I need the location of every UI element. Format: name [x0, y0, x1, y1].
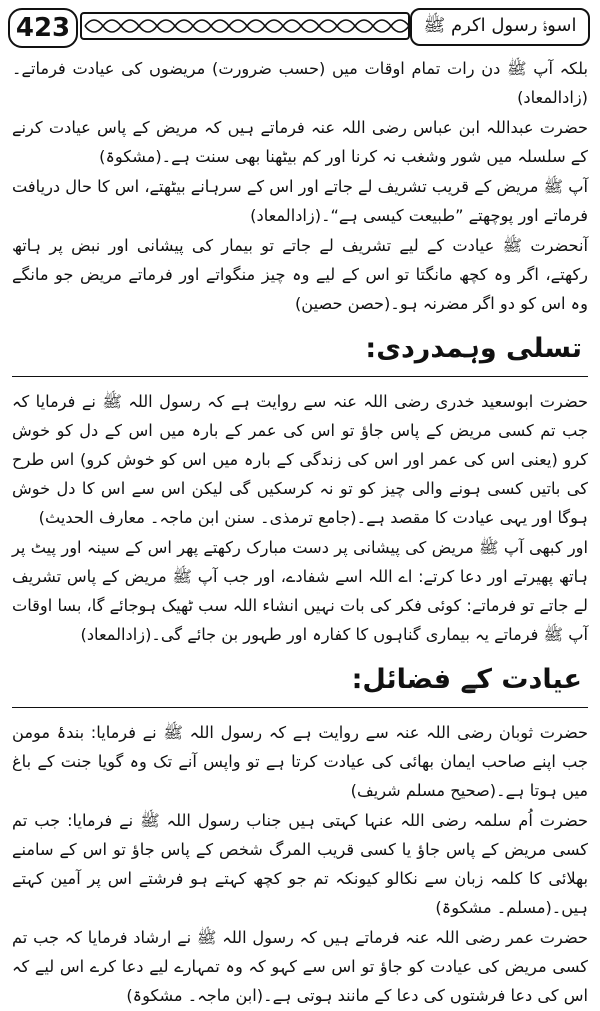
paragraph: حضرت عبداللہ ابن عباس رضی اللہ عنہ فرماتے ہیں کہ مریض کے پاس عیادت کرنے کے سلسلہ میں شور وشغب نہ کرنا اور کم بیٹھنا بھی سنت ہے۔(مشکوۃ): [12, 118, 588, 166]
paragraph: آنحضرت ﷺ عیادت کے لیے تشریف لے جاتے تو بیمار کی پیشانی اور نبض پر ہاتھ رکھتے، اگر وہ کچھ مانگتا تو اس کے لیے وہ چیز منگواتے اور فرماتے مریض جو مانگے وہ اس کو دو اگر مضرنہ ہو۔(حصن حصین): [12, 236, 588, 313]
page-number: 423: [8, 8, 78, 48]
page-body: [12, 54, 588, 1011]
paragraph: بلکہ آپ ﷺ دن رات تمام اوقات میں (حسب ضرورت) مریضوں کی عیادت فرماتے۔(زادالمعاد): [12, 59, 588, 107]
section-divider: [12, 376, 588, 377]
paragraph: حضرت ابوسعید خدری رضی اللہ عنہ سے روایت ہے کہ رسول اللہ ﷺ نے فرمایا کہ جب تم کسی مریض کے پاس جاؤ تو اس کی عمر کے بارہ میں اس کے دل کو خوش کرو (یعنی اس کی عمر اور اس کی زندگی کے بارہ میں اس کو خوش کرو) اس طرح کی باتیں کسی ہونے والی چیز کو تو نہ کرسکیں گی لیکن اس سے اس کا دل خوش ہوگا اور یہی عیادت کا مقصد ہے۔(جامع ترمذی۔ سنن ابن ماجہ۔ معارف الحدیث): [12, 392, 588, 527]
section-divider: [12, 707, 588, 708]
decorative-border-icon: [80, 12, 410, 40]
paragraph: اور کبھی آپ ﷺ مریض کی پیشانی پر دست مبارک رکھتے پھر اس کے سینہ اور پیٹ پر ہاتھ پھیرتے اور دعا کرتے: اے اللہ اسے شفادے، اور جب آپ ﷺ مریض کے پاس تشریف لے جاتے تو فرماتے: کوئی فکر کی بات نہیں انشاء اللہ سب ٹھیک ہوجائے گا، بسا اوقات آپ ﷺ فرماتے یہ بیماری گناہوں کا کفارہ اور طہور بن جائے گی۔(زادالمعاد): [12, 538, 588, 644]
paragraph: حضرت عمر رضی اللہ عنہ فرماتے ہیں کہ رسول اللہ ﷺ نے ارشاد فرمایا کہ جب تم کسی مریض کی عیادت کو جاؤ تو اس سے کہو کہ وہ تمہارے لیے دعا کرے اس لیے کہ اس کی دعا فرشتوں کی دعا کے مانند ہوتی ہے۔(ابن ماجہ۔ مشکوۃ): [12, 928, 588, 1005]
page-header: [4, 6, 596, 50]
paragraph: آپ ﷺ مریض کے قریب تشریف لے جاتے اور اس کے سرہانے بیٹھتے، اس کا حال دریافت فرماتے اور پوچھتے ”طبیعت کیسی ہے“۔(زادالمعاد): [12, 177, 588, 225]
paragraph: حضرت اُم سلمہ رضی اللہ عنہا کہتی ہیں جناب رسول اللہ ﷺ نے فرمایا: جب تم کسی مریض کے پاس جاؤ یا کسی قریب المرگ شخص کے پاس جاؤ تو اس کے سامنے بھلائی کا کلمہ زبان سے نکالو کیونکہ تم جو کچھ کہتے ہو فرشتے اس پر آمین کہتے ہیں۔(مسلم۔ مشکوۃ): [12, 811, 588, 917]
section-heading-consolation: تسلی وہمدردی:: [365, 333, 582, 364]
running-title: اسوۂ رسول اکرم ﷺ: [410, 8, 590, 46]
section-heading-virtues: عیادت کے فضائل:: [351, 664, 582, 695]
paragraph: حضرت ثوبان رضی اللہ عنہ سے روایت ہے کہ رسول اللہ ﷺ نے فرمایا: بندۂ مومن جب اپنے صاحب ایمان بھائی کی عیادت کرتا ہے تو واپس آنے تک وہ گویا جنت کے باغ میں ہوتا ہے۔(صحیح مسلم شریف): [12, 723, 588, 800]
